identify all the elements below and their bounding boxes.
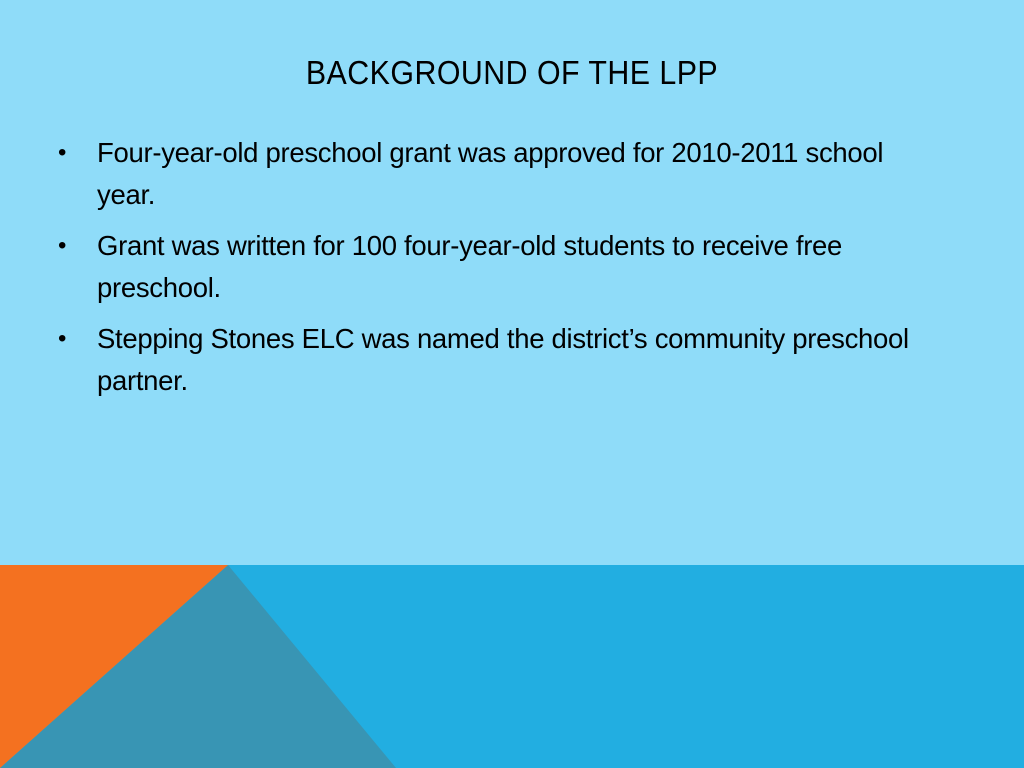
bullet-icon: • <box>58 325 67 352</box>
bullet-text: Stepping Stones ELC was named the district’s community preschool partner. <box>97 323 909 396</box>
bullet-icon: • <box>58 232 67 259</box>
bullet-item-grant-written <box>58 225 938 309</box>
bullet-item-grant-approved <box>58 132 938 216</box>
bullet-list <box>58 132 938 411</box>
bullet-icon: • <box>58 139 67 166</box>
slide-title: BACKGROUND OF THE LPP <box>305 54 719 91</box>
bullet-text: Grant was written for 100 four-year-old students to receive free preschool. <box>97 230 843 303</box>
decorative-footer-band <box>0 565 1024 768</box>
bullet-item-community-partner <box>58 318 938 402</box>
bullet-text: Four-year-old preschool grant was approved for 2010-2011 school year. <box>97 137 884 210</box>
